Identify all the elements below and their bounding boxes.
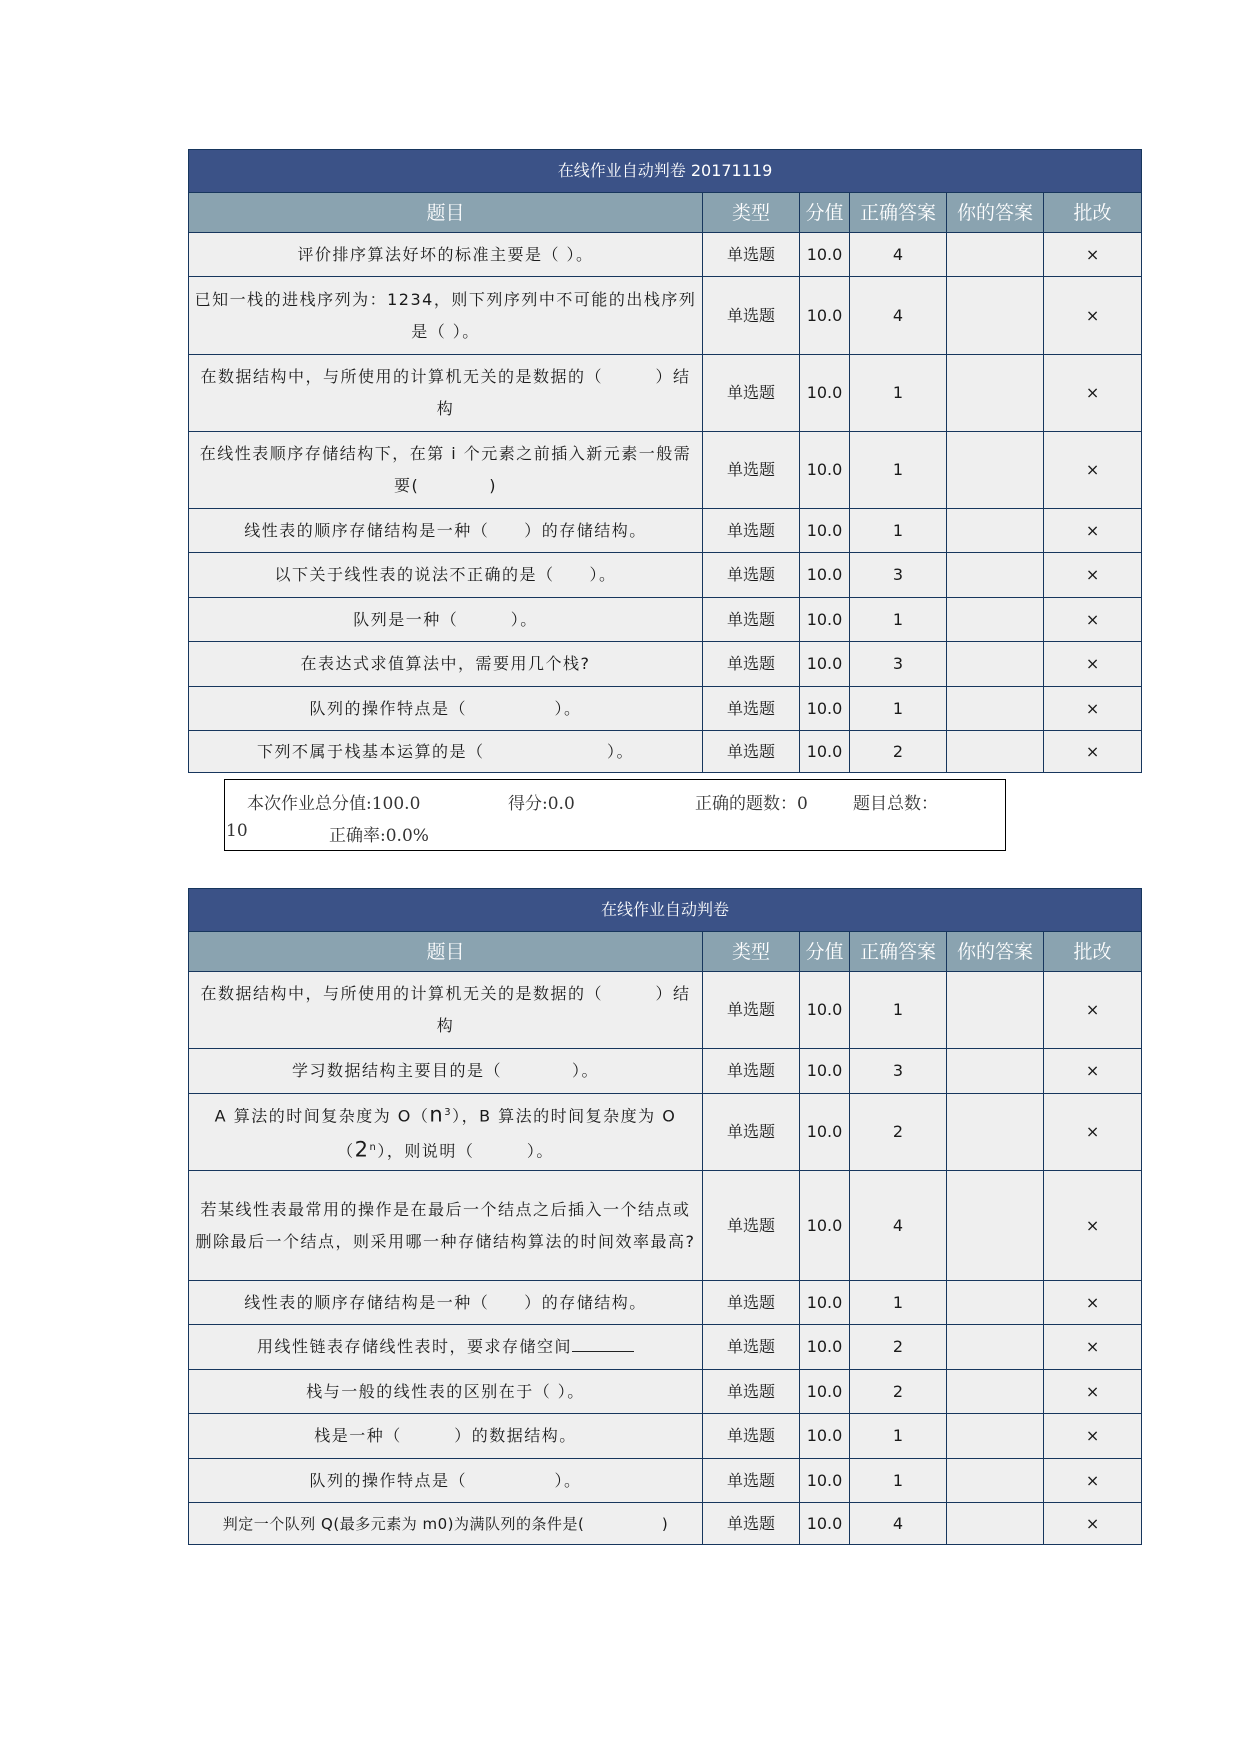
question-text: 在表达式求值算法中，需要用几个栈? [189,642,703,687]
table-row [189,1414,1142,1459]
total-score-value: 本次作业总分值:100.0 [247,794,421,814]
your-answer [947,355,1044,432]
your-answer [947,687,1044,731]
your-answer [947,1325,1044,1370]
question-text: 在数据结构中，与所使用的计算机无关的是数据的（ ）结构 [189,972,703,1049]
correct-answer: 1 [850,972,947,1049]
header-correct-answer: 正确答案 [850,932,947,972]
table-row [189,277,1142,355]
table-row [189,1094,1142,1171]
header-your-answer: 你的答案 [947,193,1044,233]
question-type: 单选题 [703,1503,800,1545]
question-text: 线性表的顺序存储结构是一种（ ）的存储结构。 [189,509,703,553]
question-type: 单选题 [703,1414,800,1459]
your-answer [947,509,1044,553]
question-score: 10.0 [800,1281,850,1325]
correct-answer: 1 [850,432,947,509]
question-text: 栈是一种（ ）的数据结构。 [189,1414,703,1459]
table-row [189,432,1142,509]
correct-count: 正确的题数：0 [695,794,808,814]
table-row [189,1503,1142,1545]
table-row [189,355,1142,432]
question-text: 下列不属于栈基本运算的是（ ）。 [189,731,703,773]
question-type: 单选题 [703,1094,800,1171]
question-type: 单选题 [703,642,800,687]
question-text: A 算法的时间复杂度为 $O(n^3)$，B 算法的时间复杂度为 O（2$^n$），则说明（ ）。 [189,1094,703,1171]
question-type: 单选题 [703,233,800,277]
wrong-mark-icon: × [1044,1503,1142,1545]
question-count-value: 10 [226,821,248,841]
table-header-row [189,193,1142,233]
correct-answer: 2 [850,1370,947,1414]
correct-answer: 4 [850,1503,947,1545]
answer-blank-line [572,1337,634,1352]
your-answer [947,1370,1044,1414]
your-answer [947,1414,1044,1459]
question-text: 已知一栈的进栈序列为：1234，则下列序列中不可能的出栈序列是（ ）。 [189,277,703,355]
table-row [189,1459,1142,1503]
table-row [189,642,1142,687]
wrong-mark-icon: × [1044,1370,1142,1414]
question-type: 单选题 [703,1049,800,1094]
question-type: 单选题 [703,509,800,553]
correct-answer: 3 [850,1049,947,1094]
table-row [189,1325,1142,1370]
wrong-mark-icon: × [1044,1171,1142,1281]
wrong-mark-icon: × [1044,277,1142,355]
question-type: 单选题 [703,1281,800,1325]
question-score: 10.0 [800,598,850,642]
wrong-mark-icon: × [1044,432,1142,509]
header-score: 分值 [800,193,850,233]
question-score: 10.0 [800,1171,850,1281]
correct-answer: 1 [850,355,947,432]
correct-answer: 1 [850,509,947,553]
question-score: 10.0 [800,509,850,553]
wrong-mark-icon: × [1044,642,1142,687]
table-row [189,233,1142,277]
your-answer [947,432,1044,509]
header-score: 分值 [800,932,850,972]
wrong-mark-icon: × [1044,1459,1142,1503]
question-text: 队列的操作特点是（ ）。 [189,687,703,731]
question-type: 单选题 [703,553,800,598]
your-answer [947,598,1044,642]
table-row [189,509,1142,553]
question-text: 队列的操作特点是（ ）。 [189,1459,703,1503]
table-row [189,731,1142,773]
correct-answer: 1 [850,1281,947,1325]
your-answer [947,1049,1044,1094]
question-score: 10.0 [800,1414,850,1459]
correct-answer: 2 [850,1094,947,1171]
correct-answer: 4 [850,277,947,355]
question-score: 10.0 [800,1094,850,1171]
table-row [189,687,1142,731]
question-score: 10.0 [800,1503,850,1545]
question-count-label: 题目总数： [853,794,938,814]
question-score: 10.0 [800,972,850,1049]
question-score: 10.0 [800,1459,850,1503]
question-text: 栈与一般的线性表的区别在于（ ）。 [189,1370,703,1414]
wrong-mark-icon: × [1044,1094,1142,1171]
table-row [189,1171,1142,1281]
question-score: 10.0 [800,731,850,773]
your-answer [947,1459,1044,1503]
question-score: 10.0 [800,432,850,509]
question-type: 单选题 [703,355,800,432]
question-score: 10.0 [800,687,850,731]
question-text: 以下关于线性表的说法不正确的是（ ）。 [189,553,703,598]
question-text: 线性表的顺序存储结构是一种（ ）的存储结构。 [189,1281,703,1325]
your-answer [947,233,1044,277]
grading-table-2 [188,888,1142,1545]
question-text: 在数据结构中，与所使用的计算机无关的是数据的（ ）结构 [189,355,703,432]
wrong-mark-icon: × [1044,972,1142,1049]
question-score: 10.0 [800,1370,850,1414]
question-score: 10.0 [800,233,850,277]
table-header-row [189,932,1142,972]
your-answer [947,1281,1044,1325]
obtained-score: 得分:0.0 [508,794,575,814]
correct-answer: 1 [850,687,947,731]
question-type: 单选题 [703,598,800,642]
your-answer [947,1503,1044,1545]
table-title: 在线作业自动判卷 [189,889,1142,932]
header-question: 题目 [189,932,703,972]
question-type: 单选题 [703,1370,800,1414]
question-type: 单选题 [703,731,800,773]
correct-answer: 2 [850,1325,947,1370]
header-your-answer: 你的答案 [947,932,1044,972]
question-score: 10.0 [800,553,850,598]
correct-answer: 1 [850,598,947,642]
wrong-mark-icon: × [1044,233,1142,277]
table-row [189,1370,1142,1414]
question-type: 单选题 [703,277,800,355]
question-score: 10.0 [800,1049,850,1094]
wrong-mark-icon: × [1044,509,1142,553]
question-type: 单选题 [703,1325,800,1370]
header-type: 类型 [703,932,800,972]
wrong-mark-icon: × [1044,1281,1142,1325]
correct-answer: 1 [850,1414,947,1459]
grading-table-1 [188,149,1142,773]
your-answer [947,972,1044,1049]
correct-answer: 4 [850,1171,947,1281]
header-type: 类型 [703,193,800,233]
question-type: 单选题 [703,972,800,1049]
your-answer [947,1094,1044,1171]
wrong-mark-icon: × [1044,1325,1142,1370]
question-score: 10.0 [800,642,850,687]
question-text: 队列是一种（ ）。 [189,598,703,642]
your-answer [947,642,1044,687]
your-answer [947,1171,1044,1281]
wrong-mark-icon: × [1044,731,1142,773]
question-text: 学习数据结构主要目的是（ ）。 [189,1049,703,1094]
table-title: 在线作业自动判卷 20171119 [189,150,1142,193]
question-type: 单选题 [703,1459,800,1503]
question-type: 单选题 [703,1171,800,1281]
correct-answer: 2 [850,731,947,773]
table-row [189,1281,1142,1325]
header-grading: 批改 [1044,193,1142,233]
table-row [189,972,1142,1049]
correct-answer: 3 [850,642,947,687]
wrong-mark-icon: × [1044,355,1142,432]
question-text: 在线性表顺序存储结构下，在第 i 个元素之前插入新元素一般需要( ) [189,432,703,509]
wrong-mark-icon: × [1044,553,1142,598]
header-correct-answer: 正确答案 [850,193,947,233]
accuracy-rate: 正确率:0.0% [329,826,429,846]
correct-answer: 1 [850,1459,947,1503]
question-text: 用线性链表存储线性表时，要求存储空间 [189,1325,703,1370]
question-type: 单选题 [703,687,800,731]
wrong-mark-icon: × [1044,598,1142,642]
score-summary-box [224,779,1006,851]
question-text: 评价排序算法好坏的标准主要是（ ）。 [189,233,703,277]
header-grading: 批改 [1044,932,1142,972]
your-answer [947,731,1044,773]
question-text: 判定一个队列 Q(最多元素为 m0)为满队列的条件是( ) [189,1503,703,1545]
table-row [189,598,1142,642]
table-row [189,1049,1142,1094]
question-score: 10.0 [800,277,850,355]
question-type: 单选题 [703,432,800,509]
wrong-mark-icon: × [1044,1414,1142,1459]
question-score: 10.0 [800,1325,850,1370]
correct-answer: 3 [850,553,947,598]
header-question: 题目 [189,193,703,233]
wrong-mark-icon: × [1044,687,1142,731]
wrong-mark-icon: × [1044,1049,1142,1094]
question-text: 若某线性表最常用的操作是在最后一个结点之后插入一个结点或删除最后一个结点，则采用哪一种存储结构算法的时间效率最高? [189,1171,703,1281]
question-score: 10.0 [800,355,850,432]
table-row [189,553,1142,598]
correct-answer: 4 [850,233,947,277]
your-answer [947,553,1044,598]
your-answer [947,277,1044,355]
